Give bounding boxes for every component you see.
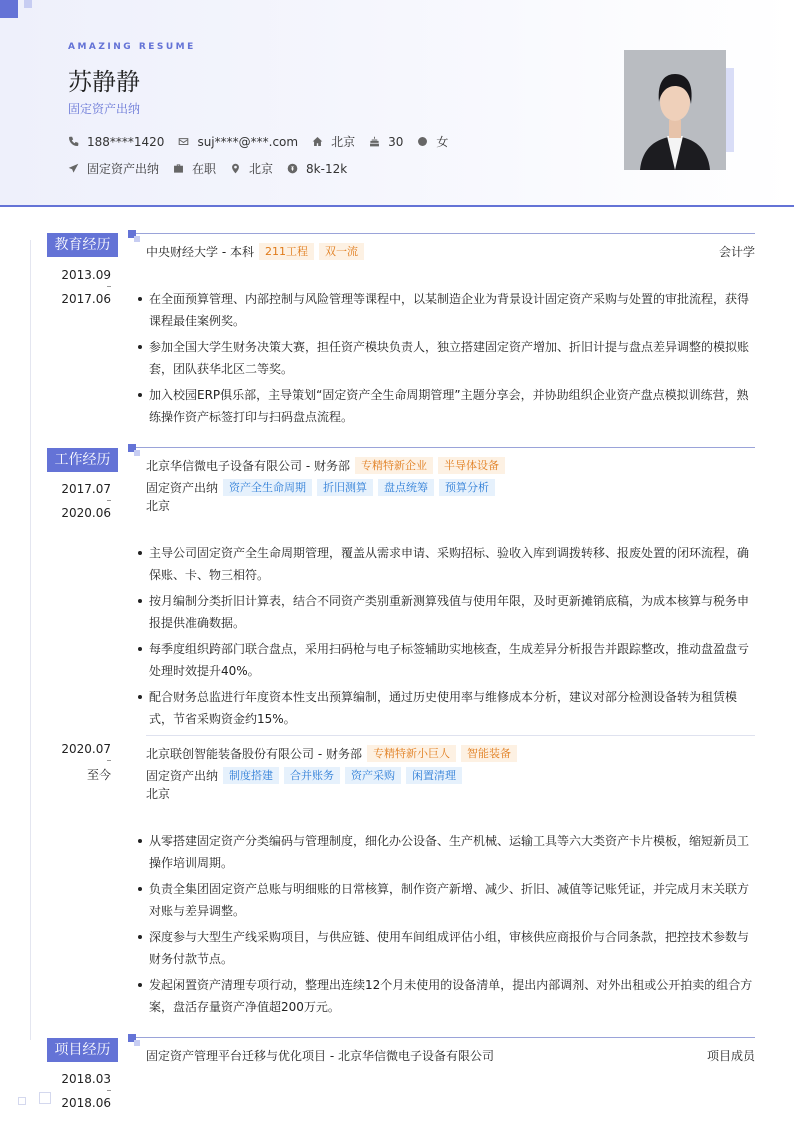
- skill-tag: 折旧测算: [317, 479, 373, 496]
- email-item: [178, 135, 298, 149]
- work1-start-date: 2017.07: [61, 482, 111, 496]
- date-dash: [107, 760, 111, 761]
- decor-square: [0, 0, 18, 18]
- section-title-work: 工作经历: [47, 448, 118, 472]
- company-tag: 半导体设备: [438, 457, 505, 474]
- section-marker-light: [134, 236, 140, 242]
- work-location: 北京: [146, 499, 171, 513]
- list-item: 负责全集团固定资产总账与明细账的日常核算，制作资产新增、减少、折旧、减值等记账凭证，并完成月末关联方对账与差异调整。: [146, 878, 755, 922]
- salary-text: 8k-12k: [306, 161, 348, 176]
- cake-icon: [369, 136, 380, 147]
- mail-icon: [178, 136, 189, 147]
- section-marker-light: [134, 1040, 140, 1046]
- age-text: 30: [388, 134, 404, 149]
- job-intent-row: [68, 160, 361, 177]
- salary-icon: [287, 163, 298, 174]
- role-name: 固定资产出纳: [146, 769, 219, 783]
- section-divider: [136, 447, 755, 448]
- skill-tag: 闲置清理: [406, 767, 462, 784]
- project-start-date: 2018.03: [61, 1072, 111, 1086]
- skill-tag: 制度搭建: [223, 767, 279, 784]
- date-dash: [107, 500, 111, 501]
- gender-icon: [417, 136, 428, 147]
- list-item: 配合财务总监进行年度资本性支出预算编制，通过历史使用率与维修成本分析，建议对部分检测设备转为租赁模式，节省采购资金约15%。: [146, 686, 755, 730]
- role-name: 固定资产出纳: [146, 481, 219, 495]
- profile-photo: [624, 50, 726, 170]
- work-location: 北京: [146, 787, 171, 801]
- date-dash: [107, 1090, 111, 1091]
- project-line: [146, 1047, 494, 1064]
- phone-icon: [68, 136, 79, 147]
- list-item: 参加全国大学生财务决策大赛，担任资产模块负责人，独立搭建固定资产增加、折旧计提与盘点差异调整的模拟账套，团队获华北区二等奖。: [146, 336, 755, 380]
- school-line: [146, 243, 364, 260]
- section-divider: [136, 1037, 755, 1038]
- role-line: [146, 479, 495, 496]
- work1-bullets: [146, 542, 755, 734]
- home-icon: [312, 136, 323, 147]
- section-divider: [136, 233, 755, 234]
- school-tag: 211工程: [259, 243, 314, 260]
- item-divider: [146, 735, 755, 736]
- resume-header: [0, 0, 794, 207]
- date-dash: [107, 286, 111, 287]
- school-name: 中央财经大学 - 本科: [146, 245, 254, 259]
- intent-city-text: 北京: [249, 162, 274, 176]
- edu-bullets: [146, 288, 755, 432]
- list-item: 主导公司固定资产全生命周期管理，覆盖从需求申请、采购招标、验收入库到调拨转移、报废处置的闭环流程，确保账、卡、物三相符。: [146, 542, 755, 586]
- skill-tag: 预算分析: [439, 479, 495, 496]
- company-tag: 智能装备: [461, 745, 517, 762]
- gender-item: [417, 133, 448, 150]
- email-text: suj****@***.com: [197, 134, 299, 149]
- project-end-date: 2018.06: [61, 1096, 111, 1110]
- phone-text: 188****1420: [87, 134, 165, 149]
- list-item: 从零搭建固定资产分类编码与管理制度，细化办公设备、生产机械、运输工具等六大类资产卡片模板，缩短新员工操作培训周期。: [146, 830, 755, 874]
- target-position: 固定资产出纳: [68, 102, 141, 116]
- company-name: 北京联创智能装备股份有限公司 - 财务部: [146, 747, 362, 761]
- list-item: 按月编制分类折旧计算表，结合不同资产类别重新测算残值与使用年限，及时更新摊销底稿，为成本核算与税务申报提供准确数据。: [146, 590, 755, 634]
- school-tag: 双一流: [319, 243, 364, 260]
- gender-text: 女: [436, 135, 449, 149]
- list-item: 深度参与大型生产线采购项目，与供应链、使用车间组成评估小组，审核供应商报价与合同条款，把控技术参数与财务付款节点。: [146, 926, 755, 970]
- company-line: [146, 457, 505, 474]
- major: 会计学: [718, 245, 755, 259]
- work2-start-date: 2020.07: [61, 742, 111, 756]
- work1-end-date: 2020.06: [61, 506, 111, 520]
- timeline-rule: [30, 240, 31, 1040]
- city-text: 北京: [331, 135, 356, 149]
- briefcase-icon: [173, 163, 184, 174]
- status-item: [173, 160, 216, 177]
- list-item: 加入校园ERP俱乐部，主导策划“固定资产全生命周期管理”主题分享会，并协助组织企业资产盘点模拟训练营，熟练操作资产标签打印与扫码盘点流程。: [146, 384, 755, 428]
- company-tag: 专精特新小巨人: [367, 745, 456, 762]
- skill-tag: 资产全生命周期: [223, 479, 312, 496]
- intent-position-text: 固定资产出纳: [87, 162, 160, 176]
- contact-row: [68, 133, 462, 150]
- intent-position-item: [68, 160, 159, 177]
- project-role: 项目成员: [706, 1049, 755, 1063]
- status-text: 在职: [192, 162, 217, 176]
- list-item: 发起闲置资产清理专项行动，整理出连续12个月未使用的设备清单，提出内部调剂、对外出租或公开拍卖的组合方案，盘活存量资产净值超200万元。: [146, 974, 755, 1018]
- portrait-image: [624, 50, 726, 170]
- section-title-projects: 项目经历: [47, 1038, 118, 1062]
- company-name: 北京华信微电子设备有限公司 - 财务部: [146, 459, 350, 473]
- list-item: 在全面预算管理、内部控制与风险管理等课程中，以某制造企业为背景设计固定资产采购与处置的审批流程，获得课程最佳案例奖。: [146, 288, 755, 332]
- candidate-name: 苏静静: [68, 68, 140, 96]
- decor-square-outline: [18, 1097, 26, 1105]
- project-name: 固定资产管理平台迁移与优化项目 - 北京华信微电子设备有限公司: [146, 1049, 494, 1063]
- phone-item: [68, 135, 164, 149]
- company-line: [146, 745, 517, 762]
- brand-label: AMAZING RESUME: [68, 42, 196, 52]
- city-item: [312, 133, 355, 150]
- work2-end-date: 至今: [86, 768, 111, 782]
- section-marker-light: [134, 450, 140, 456]
- decor-square-small: [24, 0, 32, 8]
- edu-end-date: 2017.06: [61, 292, 111, 306]
- location-icon: [230, 163, 241, 174]
- skill-tag: 合并账务: [284, 767, 340, 784]
- edu-start-date: 2013.09: [61, 268, 111, 282]
- list-item: 每季度组织跨部门联合盘点，采用扫码枪与电子标签辅助实地核查，生成差异分析报告并跟踪整改，推动盘盈盘亏处理时效提升40%。: [146, 638, 755, 682]
- skill-tag: 资产采购: [345, 767, 401, 784]
- salary-item: [287, 162, 347, 176]
- work2-bullets: [146, 830, 755, 1022]
- intent-city-item: [230, 160, 273, 177]
- age-item: [369, 135, 403, 149]
- decor-square-outline: [39, 1092, 51, 1104]
- section-title-education: 教育经历: [47, 233, 118, 257]
- company-tag: 专精特新企业: [355, 457, 433, 474]
- role-line: [146, 767, 462, 784]
- skill-tag: 盘点统筹: [378, 479, 434, 496]
- send-icon: [68, 163, 79, 174]
